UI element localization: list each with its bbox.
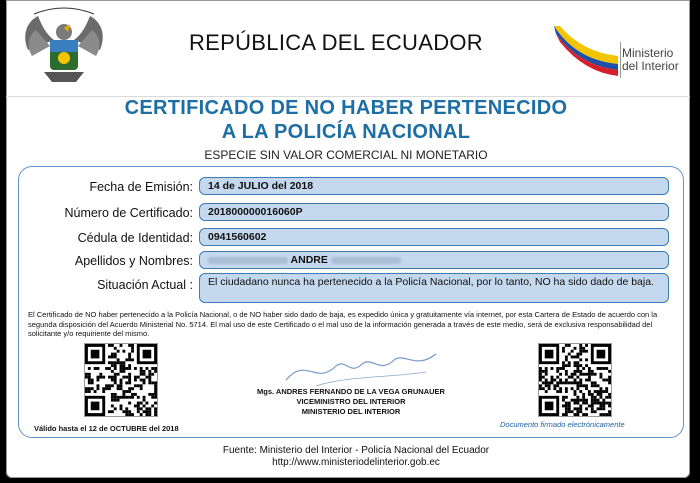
nombres-field — [199, 251, 669, 269]
nombres-label: Apellidos y Nombres: — [74, 254, 193, 268]
signatory-title: VICEMINISTRO DEL INTERIOR — [296, 397, 406, 406]
redacted-name — [331, 257, 401, 264]
qr-code-right-icon — [538, 343, 612, 417]
footer-url: http://www.ministeriodelinterior.gob.ec — [272, 457, 440, 468]
qr-code-left-icon — [84, 343, 158, 417]
footer — [146, 445, 566, 469]
electronic-signature-note: Documento firmado electrónicamente — [500, 420, 625, 429]
title-line1: CERTIFICADO DE NO HABER PERTENECIDO — [124, 97, 568, 119]
validity-text: Válido hasta el 12 de OCTUBRE del 2018 — [34, 424, 179, 433]
fecha-field: 14 de JULIO del 2018 — [199, 177, 669, 195]
certificate-page — [6, 0, 690, 478]
header — [6, 0, 690, 97]
nombres-value: ANDRE — [290, 254, 328, 266]
police-seal-icon — [20, 6, 108, 90]
situacion-field: El ciudadano nunca ha pertenecido a la Policía Nacional, por lo tanto, NO ha sido dado de baja. — [199, 273, 669, 303]
cedula-label: Cédula de Identidad: — [77, 231, 193, 245]
ministry-line2: del Interior — [622, 59, 679, 73]
fecha-label: Fecha de Emisión: — [89, 180, 193, 194]
signatory-name: Mgs. ANDRES FERNANDO DE LA VEGA GRUNAUER — [257, 387, 445, 396]
handwritten-signature — [276, 346, 446, 392]
legal-text: El Certificado de NO haber pertenecido a la Policía Nacional, o de NO haber sido dado de baja, es expedido única y gratuitamente vía internet, por esta Cartera de Estado de acuerdo con la segunda disposición del Acuerdo Ministerial No. 5714. El mal uso de este Certificado o el mal uso de la información generada a través de este medio, será de exclusiva responsabilidad del solicitante y/o requiriente del mismo. — [28, 310, 658, 338]
ministry-name — [622, 47, 679, 73]
numero-field: 201800000016060P — [199, 203, 669, 221]
signatory-block — [216, 387, 486, 417]
signatory-ministry: MINISTERIO DEL INTERIOR — [301, 407, 401, 416]
ministry-line1: Ministerio — [622, 46, 674, 60]
redacted-surname — [208, 257, 288, 264]
numero-label: Número de Certificado: — [64, 206, 193, 220]
certificate-subtitle: ESPECIE SIN VALOR COMERCIAL NI MONETARIO — [204, 148, 488, 162]
situacion-label: Situación Actual : — [97, 278, 193, 292]
title-line2: A LA POLICÍA NACIONAL — [221, 121, 471, 143]
country-title: REPÚBLICA DEL ECUADOR — [188, 30, 483, 55]
footer-source: Fuente: Ministerio del Interior - Policía Nacional del Ecuador — [222, 445, 490, 456]
certificate-title — [86, 96, 606, 144]
cedula-field: 0941560602 — [199, 228, 669, 246]
